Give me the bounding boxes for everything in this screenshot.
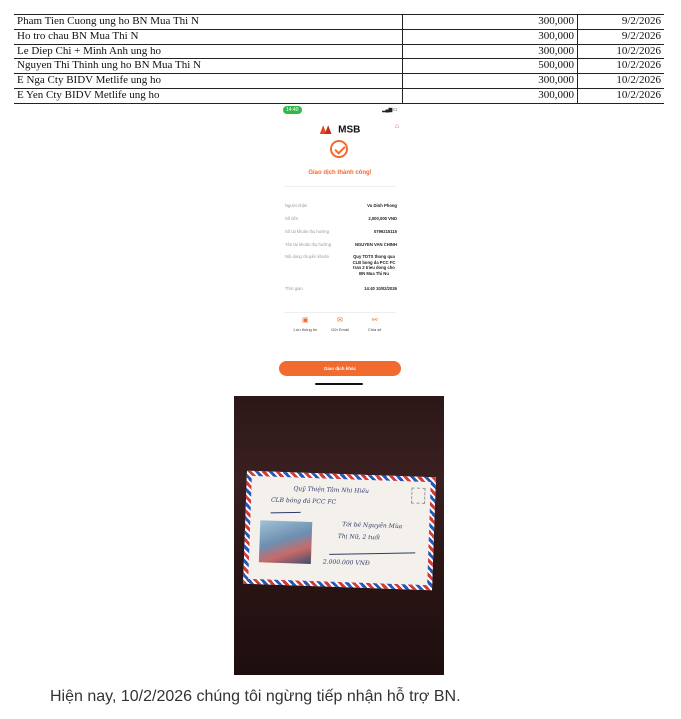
article-caption: Hiện nay, 10/2/2026 chúng tôi ngừng tiếp nhận hỗ trợ BN. <box>50 688 461 705</box>
table-row <box>14 30 664 45</box>
detail-row <box>285 286 397 291</box>
donor-name: Pham Tien Cuong ung ho BN Mua Thi N <box>14 15 403 29</box>
handwriting-line <box>329 551 415 555</box>
save-info-button[interactable] <box>291 316 319 332</box>
detail-value: Vu Dinh Phong <box>367 203 397 208</box>
envelope <box>243 471 436 591</box>
donor-name: E Yen Cty BIDV Metlife ung ho <box>14 89 403 103</box>
detail-value: 0799215115 <box>373 229 397 234</box>
divider <box>284 312 396 313</box>
handwriting-line <box>271 511 301 514</box>
donor-name: Le Diep Chi + Minh Anh ung ho <box>14 45 403 59</box>
success-title: Giao dịch thành công! <box>308 170 372 176</box>
handwritten-amount: 2.000.000 VNĐ <box>322 558 370 568</box>
donation-amount: 300,000 <box>403 30 578 44</box>
bank-name: MSB <box>338 124 361 136</box>
receipt-actions <box>288 316 392 332</box>
home-icon[interactable]: ⌂ <box>394 123 399 130</box>
detail-value: Quy TDTS thong qua CLB bong da PCC FC tran 2 trieu dong cho BN Mua Thi Nu <box>352 254 396 276</box>
detail-label: Người nhận <box>285 203 308 208</box>
save-icon: ▣ <box>302 317 309 324</box>
bank-logo <box>279 121 401 135</box>
donation-date: 9/2/2026 <box>621 29 661 42</box>
donation-amount: 500,000 <box>403 59 578 73</box>
detail-row <box>285 203 397 208</box>
email-icon: ✉ <box>337 317 343 324</box>
donation-date: 10/2/2026 <box>616 74 661 87</box>
detail-value: 14:40 10/02/2026 <box>364 286 397 291</box>
signal-battery-icon: ▂▄▆ ▭ <box>382 107 397 113</box>
detail-value: NGUYEN VAN CHINH <box>354 242 397 247</box>
success-check-icon <box>330 140 348 158</box>
detail-row <box>285 216 397 221</box>
table-row <box>14 45 664 60</box>
donation-amount: 300,000 <box>403 74 578 88</box>
detail-row <box>285 242 397 247</box>
donor-name: Ho tro chau BN Mua Thi N <box>14 30 403 44</box>
home-indicator <box>315 383 363 385</box>
share-icon: ⚯ <box>371 317 378 324</box>
table-row <box>14 74 664 89</box>
donation-date: 10/2/2026 <box>616 88 661 101</box>
donation-date: 10/2/2026 <box>616 59 661 72</box>
donation-date: 10/2/2026 <box>616 44 661 57</box>
donation-table <box>14 14 664 104</box>
envelope-face <box>248 476 430 585</box>
table-row <box>14 59 664 74</box>
detail-row <box>285 229 397 234</box>
detail-label: Số tiền <box>285 216 299 221</box>
donation-amount: 300,000 <box>403 15 578 29</box>
status-bar <box>283 106 397 115</box>
share-button[interactable] <box>361 316 389 332</box>
detail-label: Số tài khoản thụ hưởng <box>285 229 329 234</box>
msb-logo-icon <box>320 125 334 134</box>
handwritten-recipient: Tới bé Nguyễn Mùa <box>342 521 403 531</box>
divider <box>284 186 396 187</box>
detail-label: Nội dung chuyển khoản <box>285 254 330 259</box>
detail-label: Tên tài khoản thụ hưởng <box>285 242 332 247</box>
stamp-box <box>411 487 426 503</box>
detail-value: 2,000,000 VND <box>368 216 397 221</box>
table-row <box>14 89 664 104</box>
handwritten-recipient: Thị Nữ, 2 tuổi <box>337 532 381 542</box>
handwritten-sender: Quỹ Thiện Tâm Nhi Hiếu <box>293 485 370 496</box>
action-label: Gửi Email <box>331 327 349 332</box>
bank-transfer-screenshot <box>279 104 401 386</box>
donation-amount: 300,000 <box>403 89 578 103</box>
donor-name: E Nga Cty BIDV Metlife ung ho <box>14 74 403 88</box>
donor-name: Nguyen Thi Thinh ung ho BN Mua Thi N <box>14 59 403 73</box>
envelope-illustration <box>259 520 312 564</box>
detail-row <box>285 254 397 276</box>
donation-amount: 300,000 <box>403 45 578 59</box>
handwritten-club: CLB bóng đá PCC FC <box>270 496 337 506</box>
status-time: 14:40 <box>283 106 302 114</box>
send-email-button[interactable] <box>326 316 354 332</box>
new-transaction-button[interactable]: Giao dịch khác <box>279 361 401 376</box>
action-label: Lưu thông tin <box>293 327 318 332</box>
table-row <box>14 14 664 30</box>
action-label: Chia sẻ <box>367 327 382 332</box>
donation-date: 9/2/2026 <box>621 15 661 27</box>
detail-label: Thời gian <box>285 286 303 291</box>
envelope-photo <box>234 396 444 675</box>
